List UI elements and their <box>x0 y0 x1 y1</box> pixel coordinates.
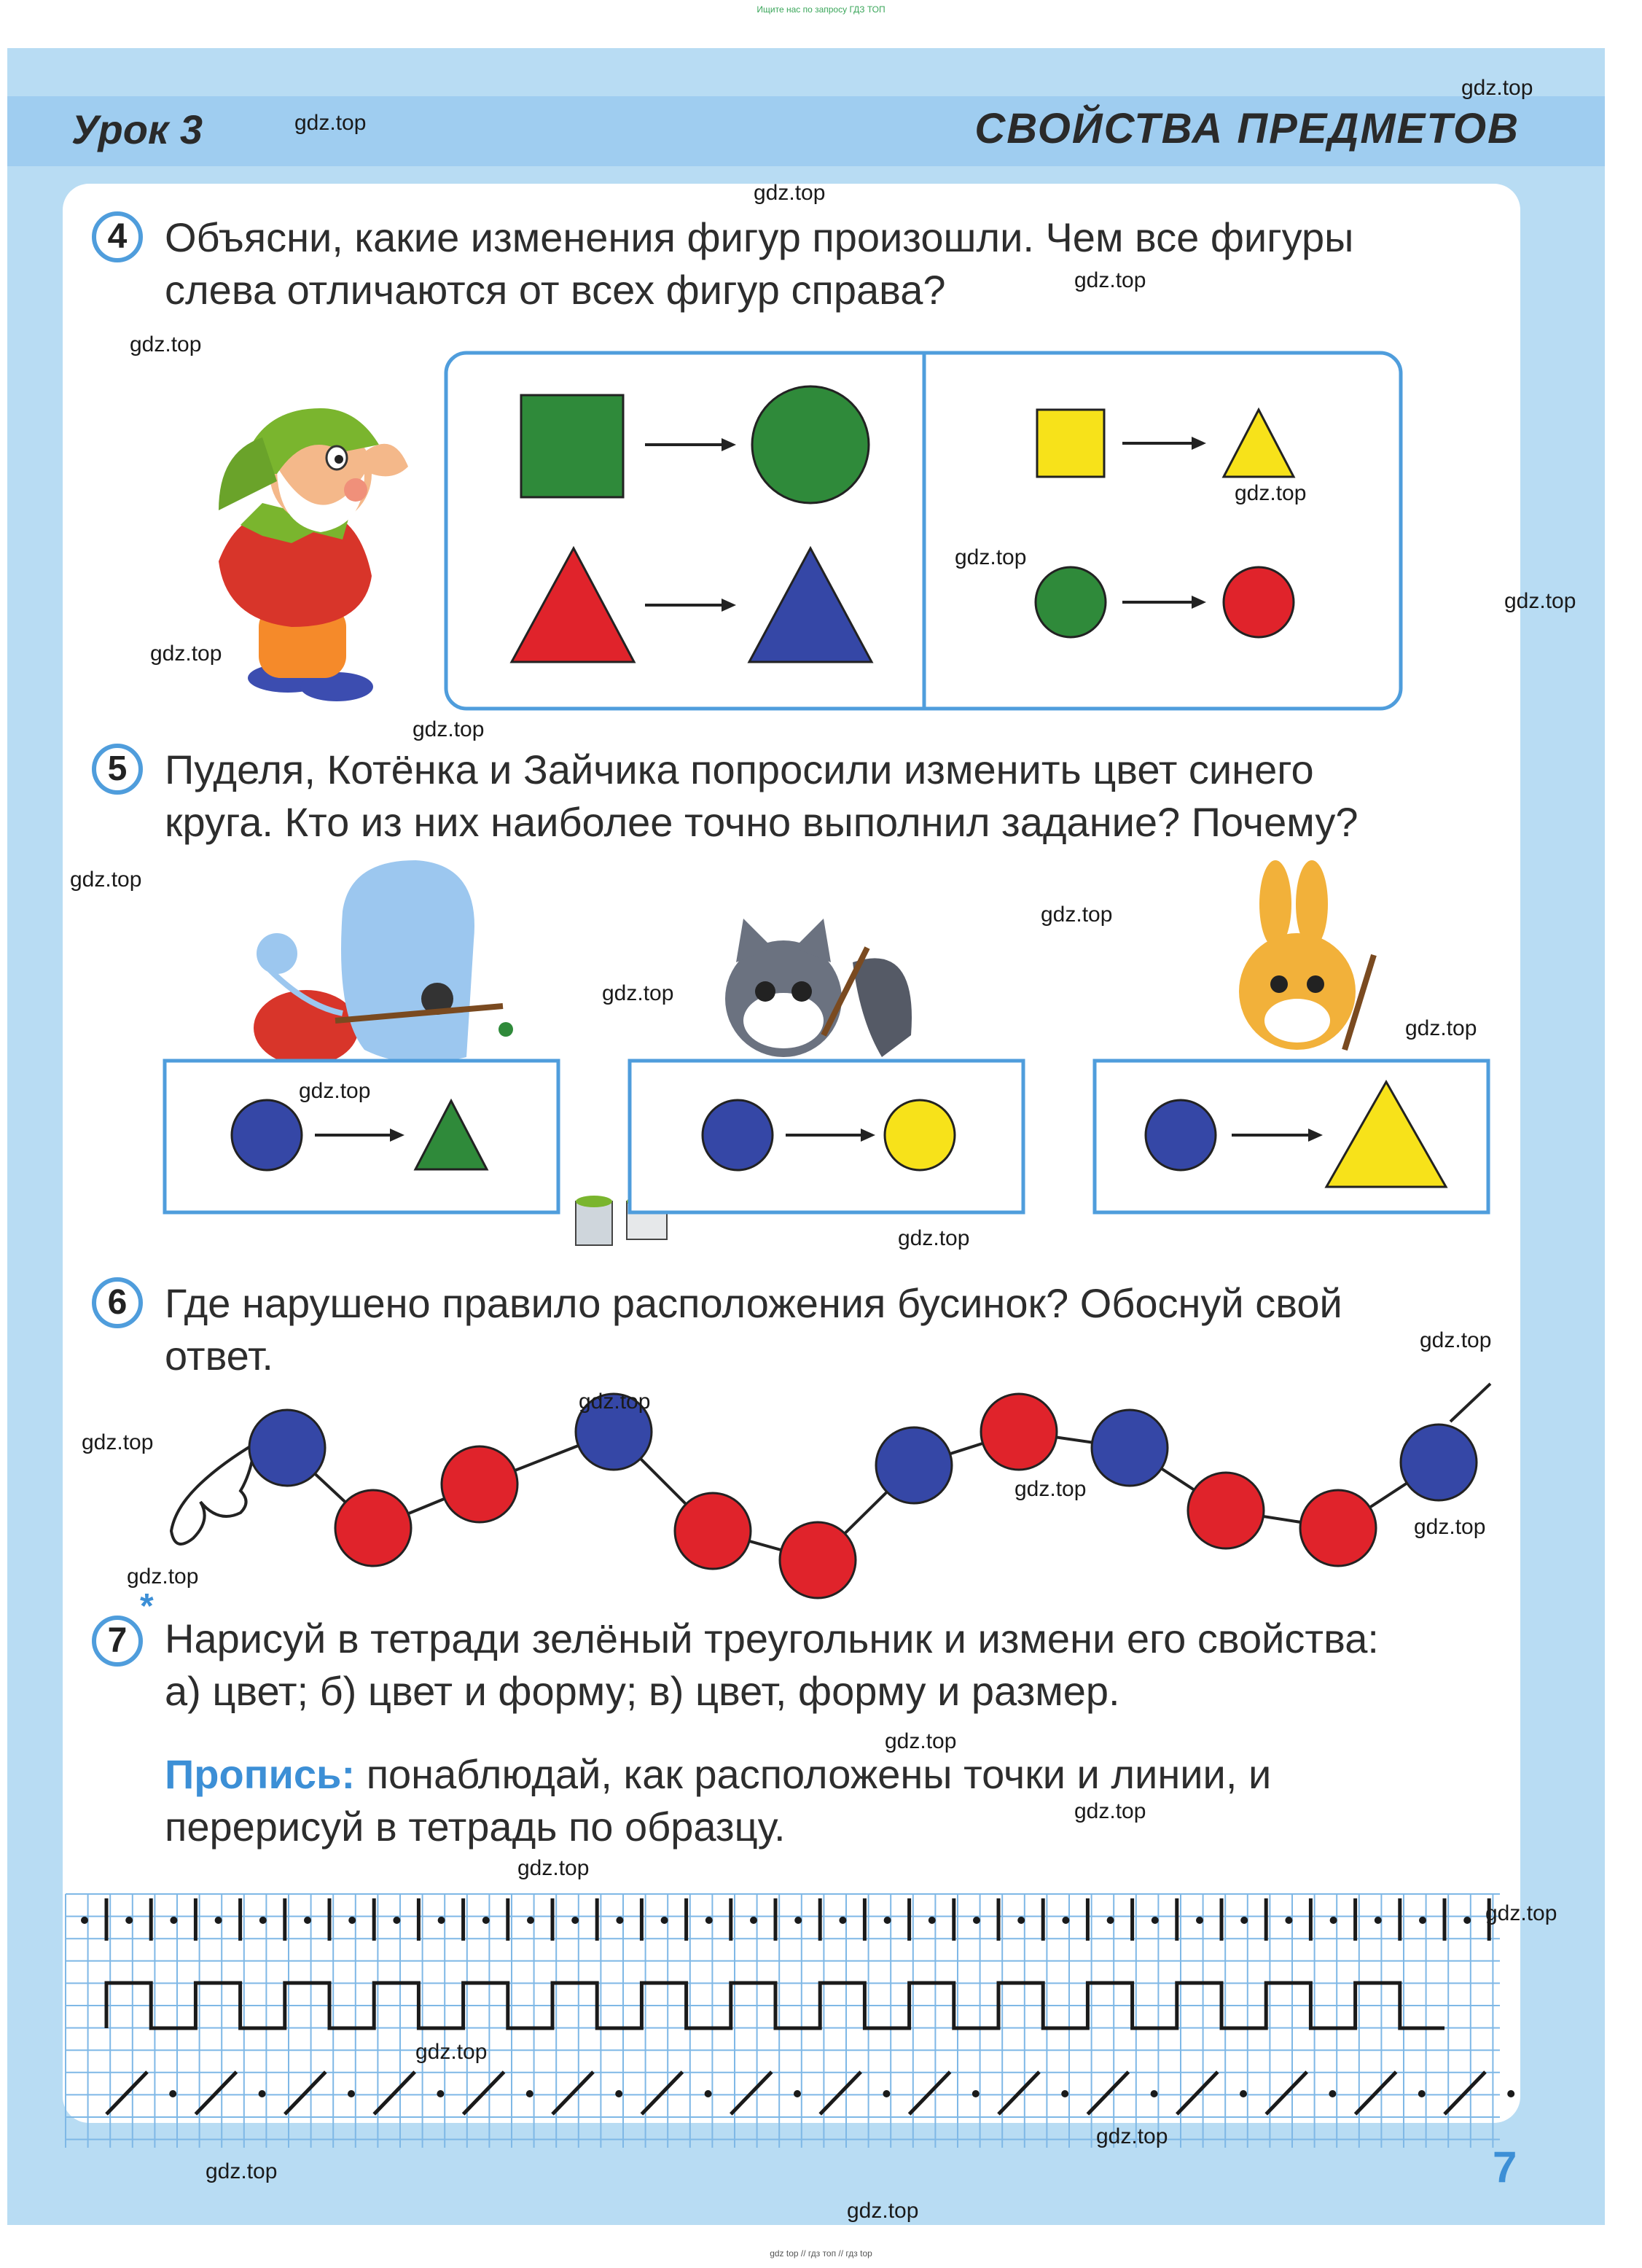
string-knot <box>171 1443 255 1544</box>
dot <box>972 2090 980 2097</box>
watermark: gdz.top <box>82 1430 154 1454</box>
watermark: gdz.top <box>150 642 222 666</box>
dot <box>973 1917 980 1924</box>
watermark: gdz.top <box>579 1390 651 1414</box>
task-7-number: 7 <box>92 1616 143 1667</box>
propis-grid <box>66 1894 1514 2148</box>
dot <box>393 1917 400 1924</box>
slash-mark <box>1444 2072 1485 2114</box>
dot <box>883 2090 890 2097</box>
dot <box>125 1917 133 1924</box>
dot <box>1463 1917 1471 1924</box>
watermark: gdz.top <box>898 1226 970 1250</box>
green-square <box>521 395 623 497</box>
top-note: Ищите нас по запросу ГДЗ ТОП <box>757 4 885 15</box>
bead-red <box>442 1446 517 1522</box>
dot <box>437 2090 444 2097</box>
slash-mark <box>285 2072 326 2114</box>
bead-red <box>675 1493 751 1569</box>
dot <box>348 1917 356 1924</box>
propis-line-2: перерисуй в тетрадь по образцу. <box>165 1804 786 1850</box>
propis-label: Пропись: <box>165 1751 356 1797</box>
dot <box>884 1917 891 1924</box>
watermark: gdz.top <box>1414 1515 1486 1539</box>
dot <box>259 2090 266 2097</box>
watermark: gdz.top <box>130 332 202 356</box>
dot <box>348 2090 355 2097</box>
propis-line-1-text: понаблюдай, как расположены точки и линии, и <box>366 1751 1272 1797</box>
task-7-star: * <box>140 1587 154 1626</box>
watermark: gdz.top <box>517 1856 590 1880</box>
slash-mark <box>374 2072 415 2114</box>
slash-mark <box>1266 2072 1307 2114</box>
slash-mark <box>106 2072 147 2114</box>
slash-mark <box>1356 2072 1396 2114</box>
dot <box>1061 2090 1068 2097</box>
watermark: gdz.top <box>1485 1901 1557 1925</box>
dot <box>794 1917 802 1924</box>
kitten-blue-circle <box>703 1100 773 1170</box>
watermark: gdz.top <box>70 868 142 892</box>
dot <box>1285 1917 1292 1924</box>
page-number: 7 <box>1493 2143 1517 2191</box>
dot <box>1107 1917 1114 1924</box>
dot <box>794 2090 801 2097</box>
dot <box>1329 2090 1336 2097</box>
topic-title: СВОЙСТВА ПРЕДМЕТОВ <box>974 105 1520 152</box>
bead-blue <box>876 1427 952 1503</box>
dot <box>1196 1917 1203 1924</box>
task-6-line-2: ответ. <box>165 1333 273 1379</box>
green-circle-small <box>1036 567 1106 637</box>
gnome-illustration <box>219 408 408 701</box>
dot <box>616 1917 623 1924</box>
bead-blue <box>1092 1410 1168 1486</box>
green-circle <box>752 386 869 503</box>
dot <box>1062 1917 1069 1924</box>
watermark: gdz.top <box>1096 2124 1168 2148</box>
slash-mark <box>998 2072 1039 2114</box>
task-6-number: 6 <box>92 1277 143 1328</box>
task-5-line-2: круга. Кто из них наиболее точно выполнил задание? Почему? <box>165 799 1358 845</box>
watermark: gdz.top <box>885 1729 957 1753</box>
dot <box>1330 1917 1337 1924</box>
yellow-square <box>1037 410 1104 477</box>
dot <box>1507 2090 1514 2097</box>
bead-blue <box>1401 1425 1477 1500</box>
slash-mark <box>195 2072 236 2114</box>
dot <box>1419 1917 1426 1924</box>
watermark: gdz.top <box>1235 481 1307 505</box>
dot <box>1151 2090 1158 2097</box>
dot <box>615 2090 622 2097</box>
dot <box>526 2090 533 2097</box>
watermark: gdz.top <box>1074 268 1146 292</box>
slash-mark <box>641 2072 682 2114</box>
dot <box>571 1917 579 1924</box>
red-circle-small <box>1224 567 1294 637</box>
task-4-number: 4 <box>92 211 143 262</box>
task-6-line-1: Где нарушено правило расположения бусинок? Обоснуй свой <box>165 1280 1342 1326</box>
dot <box>1152 1917 1159 1924</box>
watermark: gdz.top <box>1405 1016 1477 1040</box>
watermark: gdz.top <box>847 2199 919 2223</box>
watermark: gdz.top <box>1041 903 1113 927</box>
dot <box>1375 1917 1382 1924</box>
watermark: gdz.top <box>1461 76 1533 100</box>
bead-blue <box>249 1410 325 1486</box>
dot <box>170 1917 177 1924</box>
dot <box>750 1917 757 1924</box>
bead-red <box>981 1394 1057 1470</box>
dot <box>928 1917 936 1924</box>
slash-mark <box>910 2072 950 2114</box>
bottom-note: gdz top // гдз топ // гдз top <box>770 2248 872 2259</box>
dot <box>1017 1917 1025 1924</box>
slash-mark <box>820 2072 861 2114</box>
dot <box>1240 1917 1248 1924</box>
watermark: gdz.top <box>413 717 485 741</box>
dot <box>661 1917 668 1924</box>
dot <box>259 1917 267 1924</box>
dot <box>81 1917 88 1924</box>
task-7-line-1: Нарисуй в тетради зелёный треугольник и измени его свойства: <box>165 1616 1379 1661</box>
dot <box>1418 2090 1426 2097</box>
watermark: gdz.top <box>955 545 1027 569</box>
dot <box>482 1917 490 1924</box>
string-end <box>1450 1384 1490 1422</box>
dot <box>215 1917 222 1924</box>
bead-red <box>335 1490 411 1566</box>
bead-red <box>1188 1473 1264 1548</box>
watermark: gdz.top <box>294 111 367 135</box>
poodle-illustration <box>254 860 513 1066</box>
watermark: gdz.top <box>1420 1328 1492 1352</box>
task-7-line-2: а) цвет; б) цвет и форму; в) цвет, форму и размер. <box>165 1668 1120 1714</box>
dot <box>527 1917 534 1924</box>
dot <box>169 2090 176 2097</box>
watermark: gdz.top <box>1074 1799 1146 1823</box>
bead-red <box>1300 1490 1376 1566</box>
kitten-yellow-circle <box>885 1100 955 1170</box>
watermark: gdz.top <box>602 981 674 1005</box>
watermark: gdz.top <box>415 2040 488 2064</box>
watermark: gdz.top <box>1014 1477 1087 1501</box>
slash-mark <box>464 2072 504 2114</box>
kitten-illustration <box>725 919 912 1057</box>
lesson-title: Урок 3 <box>71 106 203 152</box>
bead-string <box>171 1384 1490 1598</box>
dot <box>1240 2090 1247 2097</box>
watermark: gdz.top <box>127 1564 199 1589</box>
poodle-blue-circle <box>232 1100 302 1170</box>
watermark: gdz.top <box>299 1079 371 1103</box>
dot <box>705 1917 713 1924</box>
bead-red <box>780 1522 856 1598</box>
bunny-illustration <box>1239 860 1374 1050</box>
watermark: gdz.top <box>1504 589 1576 613</box>
task-5-number: 5 <box>92 744 143 795</box>
slash-mark <box>1177 2072 1218 2114</box>
task-4-line-2: слева отличаются от всех фигур справа? <box>165 267 946 313</box>
watermark: gdz.top <box>754 181 826 205</box>
dot <box>438 1917 445 1924</box>
dot <box>304 1917 311 1924</box>
watermark: gdz.top <box>206 2159 278 2183</box>
dot <box>705 2090 712 2097</box>
bunny-blue-circle <box>1146 1100 1216 1170</box>
task-4-line-1: Объясни, какие изменения фигур произошли. Чем все фигуры <box>165 214 1354 260</box>
dot <box>839 1917 846 1924</box>
task-5-line-1: Пуделя, Котёнка и Зайчика попросили изменить цвет синего <box>165 747 1314 792</box>
slash-mark <box>552 2072 593 2114</box>
slash-mark <box>1087 2072 1128 2114</box>
slash-mark <box>731 2072 772 2114</box>
